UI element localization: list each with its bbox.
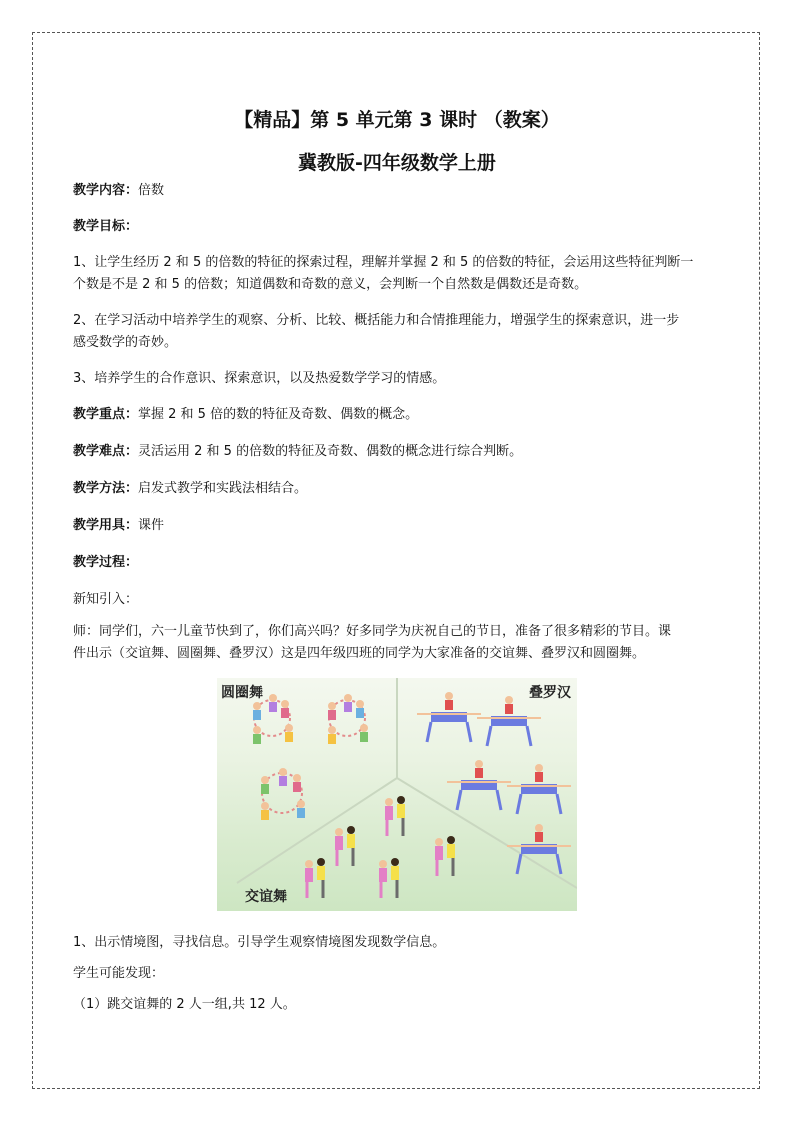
ballroom-pair-4 bbox=[379, 858, 399, 898]
goal-2 bbox=[73, 310, 723, 354]
students-may-find: 学生可能发现： bbox=[73, 966, 165, 981]
method-value: 启发式教学和实践法相结合。 bbox=[138, 481, 308, 496]
pyramid-group-2 bbox=[477, 696, 541, 746]
method-line bbox=[73, 478, 723, 500]
key-point-value: 掌握 2 和 5 倍的数的特征及奇数、偶数的概念。 bbox=[138, 407, 419, 422]
difficulty-label: 教学难点： bbox=[73, 444, 139, 459]
goal-2-line-2: 感受数学的奇妙。 bbox=[73, 335, 178, 350]
goals-label-text: 教学目标： bbox=[73, 219, 139, 234]
goal-3: 3、培养学生的合作意识、探索意识，以及热爱数学学习的情感。 bbox=[73, 371, 446, 386]
tools-label: 教学用具： bbox=[73, 518, 139, 533]
document-subtitle: 冀教版-四年级数学上册 bbox=[298, 152, 496, 174]
process-label-text: 教学过程： bbox=[73, 555, 139, 570]
content-value: 倍数 bbox=[138, 183, 165, 198]
teacher-line-2: 件出示（交谊舞、圆圈舞、叠罗汉）这是四年级四班的同学为大家准备的交谊舞、叠罗汉和圆圈舞。 bbox=[73, 646, 646, 661]
teacher-line-1: 师：同学们，六一儿童节快到了，你们高兴吗？好多同学为庆祝自己的节日，准备了很多精彩的节目。课 bbox=[73, 624, 672, 639]
pyramid-group-3 bbox=[447, 760, 511, 810]
tools-line bbox=[73, 515, 723, 537]
key-point-label: 教学重点： bbox=[73, 407, 139, 422]
label-circle-dance: 圆圈舞 bbox=[221, 685, 263, 701]
tools-value: 课件 bbox=[138, 518, 165, 533]
difficulty-line bbox=[73, 441, 723, 463]
ballroom-pair-3 bbox=[435, 836, 455, 876]
goals-label bbox=[73, 216, 723, 238]
teacher-paragraph bbox=[73, 621, 723, 665]
step-1: 1、出示情境图，寻找信息。引导学生观察情境图发现数学信息。 bbox=[73, 935, 446, 950]
circle-dance-group-2 bbox=[328, 694, 368, 744]
ballroom-pair-2 bbox=[335, 826, 355, 866]
pyramid-group-4 bbox=[507, 764, 571, 814]
document-title: 【精品】第 5 单元第 3 课时 （教案） bbox=[234, 109, 560, 131]
circle-dance-group-3 bbox=[261, 768, 305, 820]
divider-right bbox=[397, 778, 577, 888]
content-line bbox=[73, 180, 723, 202]
ballroom-pair-5 bbox=[305, 858, 325, 898]
label-ballroom-dance: 交谊舞 bbox=[245, 889, 287, 905]
ballroom-pair-1 bbox=[385, 796, 405, 836]
scene-drawing bbox=[217, 678, 577, 911]
content-label: 教学内容： bbox=[73, 183, 139, 198]
goal-1-line-2: 个数是不是 2 和 5 的倍数；知道偶数和奇数的意义，会判断一个自然数是偶数还是奇数。 bbox=[73, 277, 588, 292]
difficulty-value: 灵活运用 2 和 5 的倍数的特征及奇数、偶数的概念进行综合判断。 bbox=[138, 444, 523, 459]
key-point-line bbox=[73, 404, 723, 426]
intro-line: 新知引入： bbox=[73, 592, 139, 607]
dance-scene-illustration bbox=[217, 678, 577, 911]
method-label: 教学方法： bbox=[73, 481, 139, 496]
goal-1-line-1: 1、让学生经历 2 和 5 的倍数的特征的探索过程，理解并掌握 2 和 5 的倍数的特征，会运用这些特征判断一 bbox=[73, 255, 694, 270]
process-label bbox=[73, 552, 723, 574]
goal-1 bbox=[73, 252, 723, 296]
pyramid-group-5 bbox=[507, 824, 571, 874]
label-pyramid: 叠罗汉 bbox=[529, 685, 571, 701]
pyramid-group-1 bbox=[417, 692, 481, 742]
goal-2-line-1: 2、在学习活动中培养学生的观察、分析、比较、概括能力和合情推理能力，增强学生的探索意识，进一步 bbox=[73, 313, 680, 328]
finding-1: （1）跳交谊舞的 2 人一组,共 12 人。 bbox=[73, 997, 296, 1012]
